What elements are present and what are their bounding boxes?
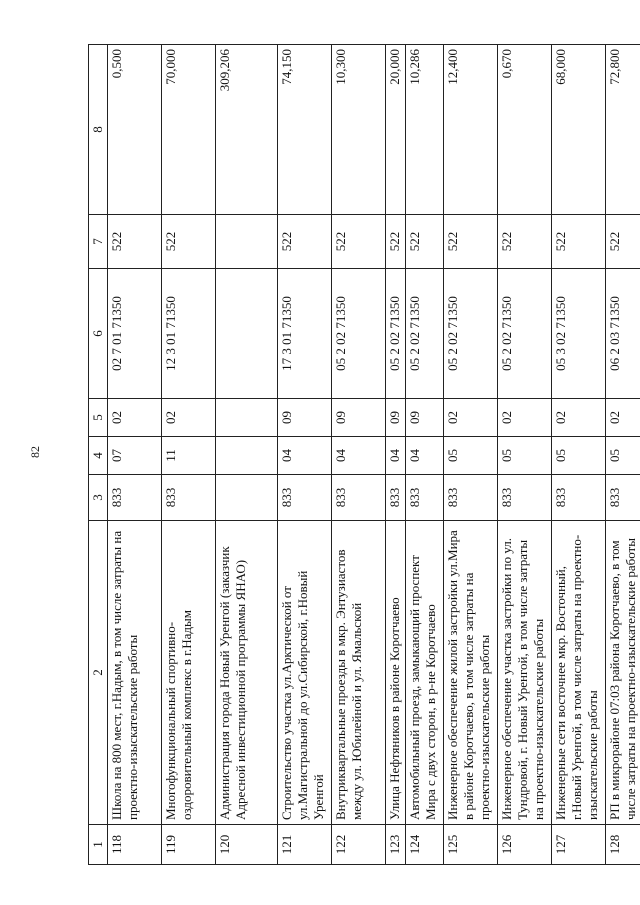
column-header: 3 [89, 475, 108, 521]
column-header: 7 [89, 215, 108, 269]
target-article: 05 3 02 71350 [552, 269, 606, 399]
expense-type [216, 215, 278, 269]
subsection-code [216, 399, 278, 437]
section-code: 07 [108, 437, 162, 475]
section-code: 05 [552, 437, 606, 475]
table-row [552, 45, 606, 865]
object-name: Инженерное обеспечение жилой застройки ул.Мира в районе Коротчаево, в том числе затраты на проектно-изыскательские работы [444, 521, 498, 825]
ministry-code: 833 [444, 475, 498, 521]
ministry-code: 833 [406, 475, 444, 521]
column-header: 5 [89, 399, 108, 437]
table-row [444, 45, 498, 865]
target-article [216, 269, 278, 399]
target-article: 02 7 01 71350 [108, 269, 162, 399]
section-code [216, 437, 278, 475]
row-number: 127 [552, 825, 606, 865]
table-row [606, 45, 640, 865]
expense-type: 522 [406, 215, 444, 269]
object-name: Инженерные сети восточнее мкр. Восточный, г.Новый Уренгой, в том числе затраты на проектно-изыскательские работы [552, 521, 606, 825]
expense-type: 522 [162, 215, 216, 269]
table-row [108, 45, 162, 865]
object-name: Администрация города Новый Уренгой (заказчик Адресной инвестиционной программы ЯНАО) [216, 521, 278, 825]
ministry-code: 833 [108, 475, 162, 521]
row-number: 120 [216, 825, 278, 865]
subsection-code: 09 [332, 399, 386, 437]
amount: 10,300 [332, 45, 386, 215]
amount: 12,400 [444, 45, 498, 215]
page-number: 82 [28, 446, 42, 458]
table-row [406, 45, 444, 865]
table-row [216, 45, 278, 865]
ministry-code: 833 [498, 475, 552, 521]
row-number: 122 [332, 825, 386, 865]
target-article: 05 2 02 71350 [406, 269, 444, 399]
amount: 74,150 [278, 45, 332, 215]
ministry-code [216, 475, 278, 521]
target-article: 05 2 02 71350 [444, 269, 498, 399]
budget-table [88, 44, 640, 865]
amount: 10,286 [406, 45, 444, 215]
subsection-code: 09 [406, 399, 444, 437]
expense-type: 522 [278, 215, 332, 269]
column-header: 2 [89, 521, 108, 825]
expense-type: 522 [444, 215, 498, 269]
object-name: Строительство участка ул.Арктической от ул.Магистральной до ул.Сибирской, г.Новый Уренгой [278, 521, 332, 825]
amount: 68,000 [552, 45, 606, 215]
subsection-code: 09 [278, 399, 332, 437]
amount: 70,000 [162, 45, 216, 215]
section-code: 05 [606, 437, 640, 475]
column-header: 1 [89, 825, 108, 865]
row-number: 128 [606, 825, 640, 865]
section-code: 04 [278, 437, 332, 475]
subsection-code: 09 [386, 399, 406, 437]
object-name: РП в микрорайоне 07:03 района Коротчаево, в том числе затраты на проектно-изыскательские работы [606, 521, 640, 825]
section-code: 04 [406, 437, 444, 475]
ministry-code: 833 [278, 475, 332, 521]
table-row [162, 45, 216, 865]
object-name: Инженерное обеспечение участка застройки по ул. Тундровой, г. Новый Уренгой, в том числе затраты на проектно-изыскательские работы [498, 521, 552, 825]
row-number: 118 [108, 825, 162, 865]
section-code: 04 [332, 437, 386, 475]
row-number: 121 [278, 825, 332, 865]
subsection-code: 02 [108, 399, 162, 437]
object-name: Внутриквартальные проезды в мкр. Энтузиастов между ул. Юбилейной и ул. Ямальской [332, 521, 386, 825]
subsection-code: 02 [552, 399, 606, 437]
ministry-code: 833 [606, 475, 640, 521]
expense-type: 522 [498, 215, 552, 269]
object-name: Школа на 800 мест, г.Надым, в том числе затраты на проектно-изыскательские работы [108, 521, 162, 825]
expense-type: 522 [606, 215, 640, 269]
object-name: Многофункциональный спортивно-оздоровительный комплекс в г.Надым [162, 521, 216, 825]
column-header: 6 [89, 269, 108, 399]
target-article: 05 2 02 71350 [386, 269, 406, 399]
table-row [332, 45, 386, 865]
subsection-code: 02 [162, 399, 216, 437]
target-article: 06 2 03 71350 [606, 269, 640, 399]
amount: 20,000 [386, 45, 406, 215]
object-name: Улица Нефтяников в районе Коротчаево [386, 521, 406, 825]
subsection-code: 02 [444, 399, 498, 437]
amount: 309,206 [216, 45, 278, 215]
subsection-code: 02 [606, 399, 640, 437]
section-code: 05 [498, 437, 552, 475]
target-article: 12 3 01 71350 [162, 269, 216, 399]
subsection-code: 02 [498, 399, 552, 437]
row-number: 123 [386, 825, 406, 865]
table-row [386, 45, 406, 865]
section-code: 05 [444, 437, 498, 475]
amount: 0,500 [108, 45, 162, 215]
ministry-code: 833 [386, 475, 406, 521]
expense-type: 522 [386, 215, 406, 269]
section-code: 04 [386, 437, 406, 475]
target-article: 05 2 02 71350 [332, 269, 386, 399]
row-number: 125 [444, 825, 498, 865]
table-row [278, 45, 332, 865]
row-number: 124 [406, 825, 444, 865]
expense-type: 522 [552, 215, 606, 269]
amount: 0,670 [498, 45, 552, 215]
amount: 72,800 [606, 45, 640, 215]
target-article: 17 3 01 71350 [278, 269, 332, 399]
section-code: 11 [162, 437, 216, 475]
table-header-row [89, 45, 108, 865]
expense-type: 522 [108, 215, 162, 269]
target-article: 05 2 02 71350 [498, 269, 552, 399]
ministry-code: 833 [552, 475, 606, 521]
row-number: 119 [162, 825, 216, 865]
ministry-code: 833 [332, 475, 386, 521]
rotated-table-container [88, 45, 638, 865]
row-number: 126 [498, 825, 552, 865]
column-header: 4 [89, 437, 108, 475]
column-header: 8 [89, 45, 108, 215]
object-name: Автомобильный проезд, замыкающий проспект Мира с двух сторон, в р-не Коротчаево [406, 521, 444, 825]
table-row [498, 45, 552, 865]
ministry-code: 833 [162, 475, 216, 521]
expense-type: 522 [332, 215, 386, 269]
